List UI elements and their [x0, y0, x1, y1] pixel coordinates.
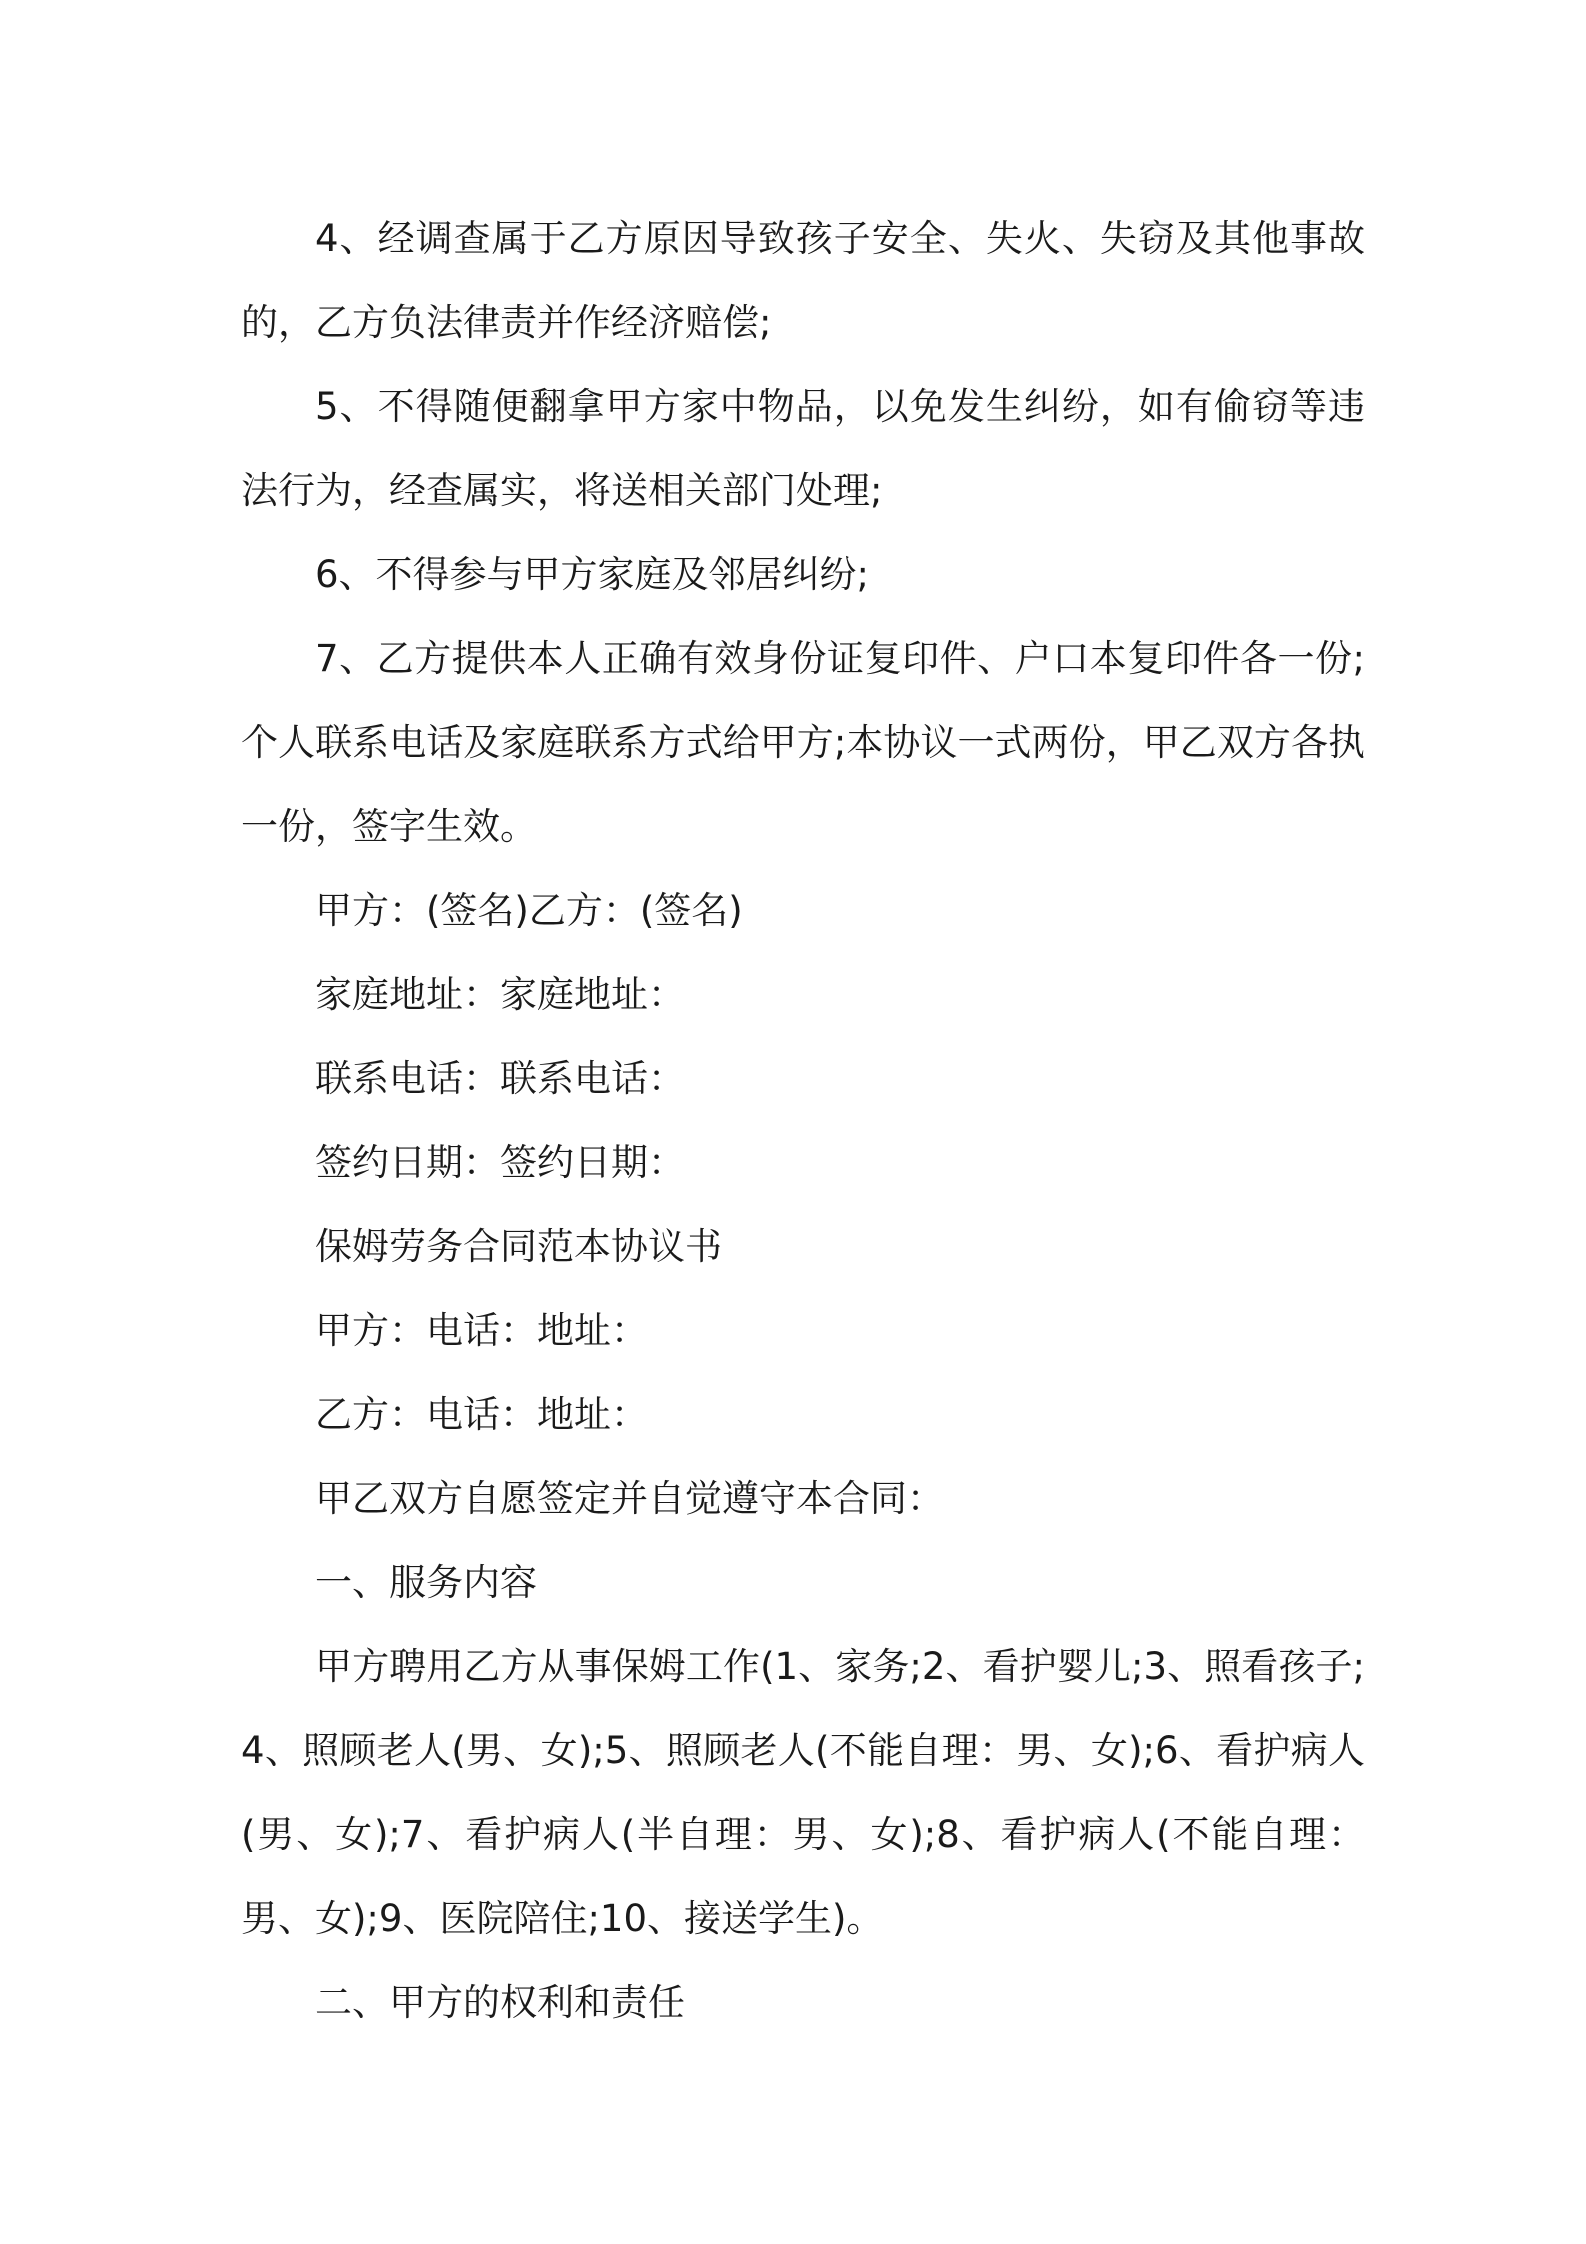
section-heading-service: 一、服务内容	[315, 1561, 537, 1604]
party-b-info: 乙方：电话：地址：	[315, 1393, 648, 1436]
date-line: 签约日期：签约日期：	[315, 1141, 685, 1184]
clause-6: 6、不得参与甲方家庭及邻居纠纷;	[315, 553, 870, 596]
clause-4: 4、经调查属于乙方原因导致孩子安全、失火、失窃及其他事故的，乙方负法律责并作经济赔偿;	[241, 217, 1365, 344]
service-content: 甲方聘用乙方从事保姆工作(1、家务;2、看护婴儿;3、照看孩子;4、照顾老人(男、女);5、照顾老人(不能自理：男、女);6、看护病人(男、女);7、看护病人(半自理：男、女);8、看护病人(不能自理：男、女);9、医院陪住;10、接送学生)。	[241, 1645, 1365, 1940]
party-a-info: 甲方：电话：地址：	[315, 1309, 648, 1352]
clause-5: 5、不得随便翻拿甲方家中物品，以免发生纠纷，如有偷窃等违法行为，经查属实，将送相关部门处理;	[241, 385, 1365, 512]
signature-line: 甲方：(签名)乙方：(签名)	[315, 889, 743, 932]
contract-title: 保姆劳务合同范本协议书	[315, 1225, 722, 1268]
phone-line: 联系电话：联系电话：	[315, 1057, 685, 1100]
clause-7: 7、乙方提供本人正确有效身份证复印件、户口本复印件各一份;个人联系电话及家庭联系方式给甲方;本协议一式两份，甲乙双方各执一份，签字生效。	[241, 637, 1365, 848]
address-line: 家庭地址：家庭地址：	[315, 973, 685, 1016]
section-heading-party-a-rights: 二、甲方的权利和责任	[315, 1981, 685, 2024]
agreement-statement: 甲乙双方自愿签定并自觉遵守本合同：	[315, 1477, 944, 1520]
contract-text	[241, 197, 1365, 2045]
